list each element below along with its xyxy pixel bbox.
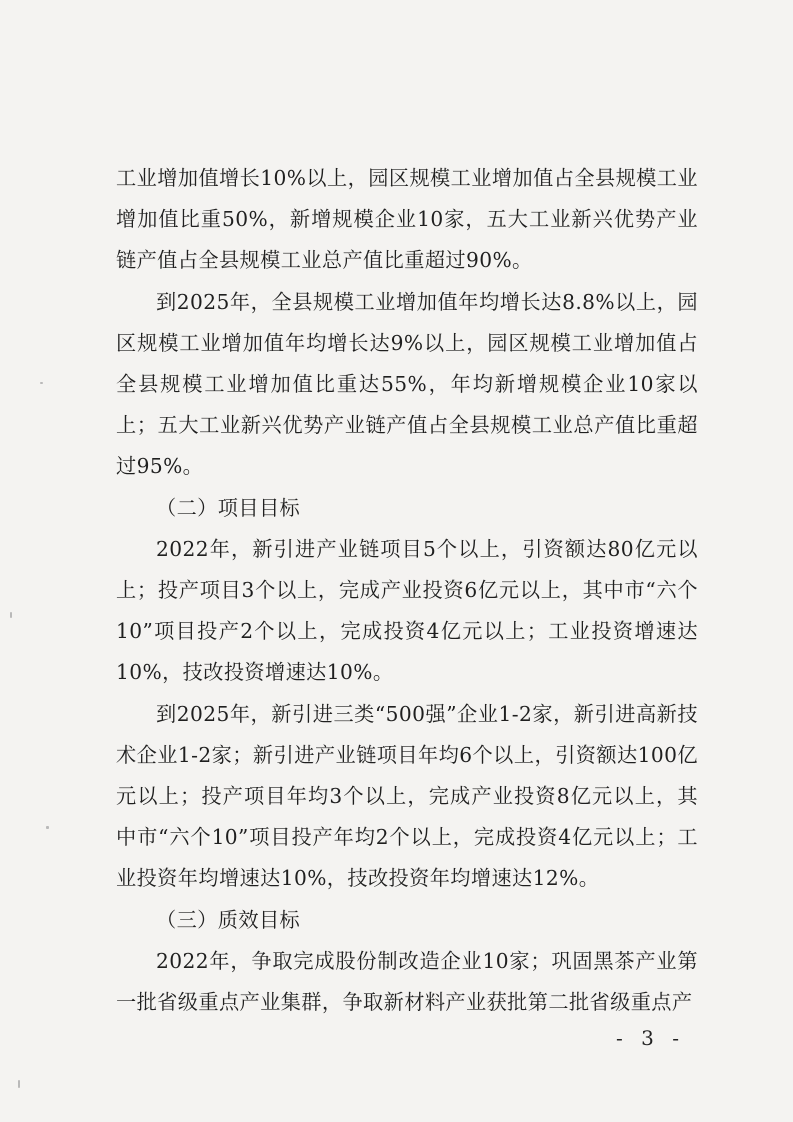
paragraph-2025-project-goals: 到2025年，新引进三类“500强”企业1-2家，新引进高新技术企业1-2家；新引进产业链项目年均6个以上，引资额达100亿元以上；投产项目年均3个以上，完成产业投资8亿元以上，其中市“六个10”项目投产年均2个以上，完成投资4亿元以上；工业投资年均增速达10%，技改投资年均增速达12%。 bbox=[116, 701, 698, 891]
paragraph-2025-industry-goals: 到2025年，全县规模工业增加值年均增长达8.8%以上，园区规模工业增加值年均增长达9%以上，园区规模工业增加值占全县规模工业增加值比重达55%，年均新增规模企业10家以上；五大工业新兴优势产业链产值占全县规模工业总产值比重超过95%。 bbox=[116, 289, 698, 479]
paragraph-2022-project-goals: 2022年，新引进产业链项目5个以上，引资额达80亿元以上；投产项目3个以上，完成产业投资6亿元以上，其中市“六个10”项目投产2个以上，完成投资4亿元以上；工业投资增速达10%，技改投资增速达10%。 bbox=[116, 536, 698, 685]
section-heading-quality-goals: （三）质效目标 bbox=[156, 907, 301, 932]
document-body bbox=[116, 158, 698, 1023]
scan-speck bbox=[46, 826, 49, 829]
paragraph-2022-quality-goals: 2022年，争取完成股份制改造企业10家；巩固黑茶产业第一批省级重点产业集群，争取新材料产业获批第二批省级重点产 bbox=[116, 948, 698, 1015]
paragraph-continuation: 工业增加值增长10%以上，园区规模工业增加值占全县规模工业增加值比重50%，新增规模企业10家，五大工业新兴优势产业链产值占全县规模工业总产值比重超过90%。 bbox=[116, 166, 698, 273]
scan-speck bbox=[18, 1080, 20, 1088]
scan-speck bbox=[40, 382, 43, 384]
page-number: - 3 - bbox=[616, 1026, 685, 1050]
section-heading-project-goals: （二）项目目标 bbox=[156, 495, 301, 520]
scan-speck bbox=[10, 612, 12, 618]
